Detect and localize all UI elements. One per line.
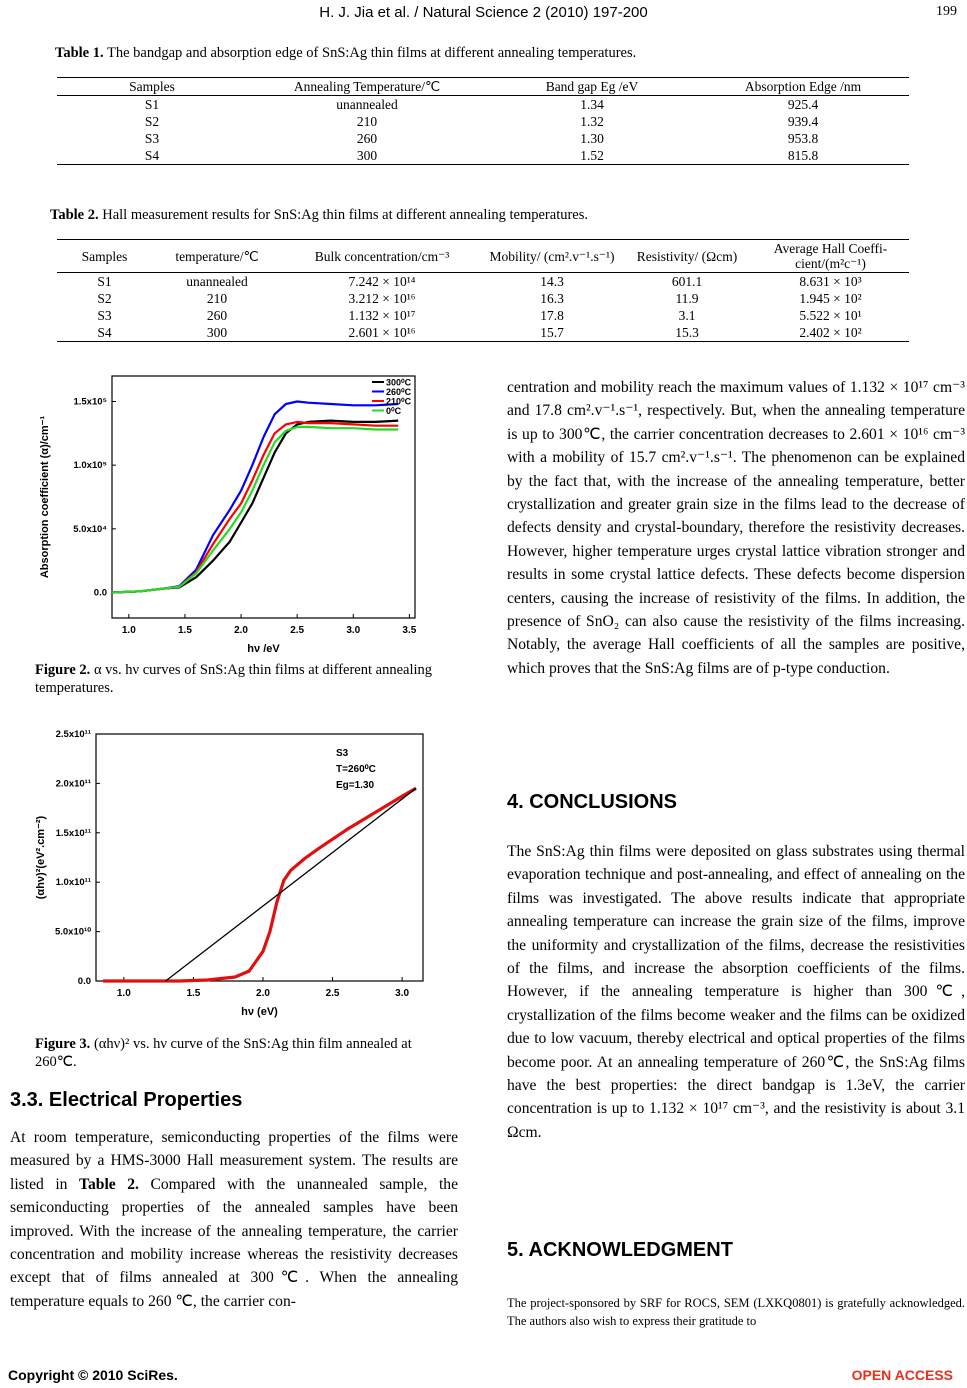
table-cell: 5.522 × 10¹ [799,308,862,323]
table-cell: 3.1 [678,308,696,323]
table2 [57,239,909,342]
table-cell: 1.945 × 10² [799,291,862,306]
x-tick-label: 1.5 [177,625,192,636]
table-cell: 925.4 [787,97,819,112]
x-tick-label: 1.5 [186,988,201,999]
table-cell: 260 [356,131,378,146]
legend-label: 260⁰C [386,387,412,397]
table1-header-cell: Annealing Temperature/℃ [293,79,441,94]
x-tick-label: 1.0 [121,625,136,636]
figure2-caption [35,661,455,697]
table2-header-row [57,240,909,273]
table-cell: 601.1 [671,274,703,289]
right-column-paragraph-1 [507,376,965,680]
figure2-label: Figure 2. [35,662,91,678]
table-cell: unannealed [336,97,398,112]
figure2-caption-text: α vs. hν curves of SnS:Ag thin films at different annealing temperatures. [35,662,433,696]
y-tick-label: 2.5x10¹¹ [55,729,91,740]
table2-header-cell: Resistivity/ (Ωcm) [636,248,738,264]
x-tick-label: 3.0 [395,988,410,999]
table-cell: 210 [206,291,228,306]
table2-caption [50,206,588,224]
y-tick-label: 1.5x10⁵ [73,396,107,408]
figure3-label: Figure 3. [35,1036,91,1052]
figure3-chart [28,718,438,1028]
open-access-badge: OPEN ACCESS [851,1367,953,1383]
x-tick-label: 3.5 [402,625,417,636]
series-line [166,788,416,981]
x-tick-label: 2.0 [256,988,270,999]
table-cell: 300 [356,148,378,163]
table-row [57,147,909,165]
series-line [112,421,398,593]
x-axis-label: hν (eV) [241,1006,278,1018]
table-cell: S2 [144,114,160,129]
table-row [57,290,909,307]
y-tick-label: 2.0x10¹¹ [55,778,91,790]
table-cell: S3 [97,308,112,323]
figure3-annotation: S3 [336,748,349,759]
copyright-footer: Copyright © 2010 SciRes. [8,1367,178,1383]
table-row [57,96,909,114]
table-row [57,307,909,324]
figure2-chart [30,368,440,658]
table1-header-cell: Samples [129,79,175,94]
page-number: 199 [936,4,957,19]
y-tick-label: 1.0x10⁵ [73,460,107,472]
table1-header-row [57,78,909,96]
y-tick-label: 5.0x10⁴ [73,523,107,535]
table-cell: S4 [144,148,160,163]
x-tick-label: 2.5 [325,988,340,999]
table2-header-cell: Samples [81,248,128,264]
y-tick-label: 0.0 [77,976,91,987]
table2-header-cell: Mobility/ (cm².v⁻¹.s⁻¹) [489,248,615,264]
table-cell: S1 [144,97,160,112]
table-cell: 11.9 [675,291,699,306]
results-paragraph: centration and mobility reach the maximum values of 1.132 × 10¹⁷ cm⁻³ and 17.8 cm².v⁻¹.s⁻¹, respectively. But, when the annealing temperature is up to 300℃, the carrier concentration decreases to 2.601 × 10¹⁶ cm⁻³ with a mobility of 15.7 cm².v⁻¹.s⁻¹. The phenomenon can be explained by the fact that, with the increase of the annealing temperature, better crystallization and greater grain size in the films lead to the decrease of defects density and crystal-boundary, therefore the resistivity decreases. However, higher temperature urges crystal lattice vibration stronger and results in some crystal lattice defects. These defects become dispersion centers, causing the increase of resistivity of the films. In addition, the presence of SnO₂ can also cause the resistivity of the films increasing. Notably, the average Hall coefficients of all the samples are positive, which proves that the SnS:Ag films are of p-type conduction. [507,379,965,677]
legend-label: 0⁰C [386,406,402,416]
table1-caption [55,44,636,62]
table-cell: 953.8 [787,131,819,146]
table2-header-cell: Average Hall Coeffi- cient/(m²c⁻¹) [773,241,888,271]
section-title-conclusions: 4. CONCLUSIONS [507,791,678,813]
figure3-annotation: T=260⁰C [336,764,376,775]
section-title-3-3: 3.3. Electrical Properties [10,1089,243,1111]
table-cell: S2 [97,291,112,306]
series-line [112,427,398,593]
table1-header-cell: Band gap Eg /eV [545,79,639,94]
y-tick-label: 1.0x10¹¹ [55,877,91,889]
x-tick-label: 2.0 [234,625,249,636]
table-row [57,324,909,342]
table2-header-cell: temperature/℃ [175,248,259,264]
table-row [57,130,909,147]
table-cell: 16.3 [540,291,564,306]
x-axis-label: hν /eV [247,643,280,655]
running-header: H. J. Jia et al. / Natural Science 2 (2010) 197-200 [319,4,648,21]
table-cell: 3.212 × 10¹⁶ [348,291,416,306]
table-cell: 210 [356,114,378,129]
table-cell: 300 [206,325,228,340]
legend-label: 210⁰C [386,396,412,407]
table1-body [57,96,909,165]
table-cell: 1.52 [580,148,604,163]
table-cell: 15.3 [675,325,699,340]
table-cell: unannealed [186,274,248,289]
acknowledgment-paragraph: The project-sponsored by SRF for ROCS, SEM (LXKQ0801) is gratefully acknowledged. The authors also wish to express their gratitude to [507,1296,965,1328]
table1-caption-text: The bandgap and absorption edge of SnS:Ag thin films at different annealing temperatures. [103,45,637,61]
y-tick-label: 5.0x10¹⁰ [54,926,91,938]
table-row [57,113,909,130]
figure3-annotation: Eg=1.30 [336,780,375,791]
table2-reference: Table 2. [79,1175,139,1193]
figure3-caption-text: (αhν)² vs. hν curve of the SnS:Ag thin film annealed at 260℃. [35,1036,412,1070]
plot-frame [112,376,415,618]
table-cell: S4 [97,325,112,340]
table2-header-cell: Bulk concentration/cm⁻³ [314,248,450,264]
table-cell: 815.8 [787,148,819,163]
table-row [57,273,909,291]
section33-text-b: Compared with the unannealed sample, the semiconducting properties of the annealed samples have been improved. With the increase of the annealing temperature, the carrier concentration and mobility increase whereas the resistivity decreases except that of films annealed at 300℃. When the annealing temperature equals to 260 ℃, the carrier con- [10,1175,459,1310]
table-cell: 1.132 × 10¹⁷ [348,308,416,323]
table-cell: S1 [97,274,112,289]
table-cell: 1.30 [580,131,604,146]
x-tick-label: 2.5 [290,625,305,636]
legend-label: 300⁰C [386,377,412,388]
table-cell: 14.3 [540,274,564,289]
y-tick-label: 1.5x10¹¹ [55,827,91,839]
series-line [112,422,398,593]
table-cell: 1.34 [580,97,604,112]
table-cell: 17.8 [540,308,564,323]
table-cell: 260 [206,308,228,323]
table-cell: 8.631 × 10³ [799,274,862,289]
x-tick-label: 3.0 [346,625,361,636]
series-line [103,788,416,981]
y-axis-label: Absorption coefficient (α)/cm⁻¹ [39,415,51,579]
table-cell: 1.32 [580,114,604,129]
figure3-caption [35,1035,455,1071]
table-cell: S3 [144,131,160,146]
table2-body [57,273,909,342]
table1-label: Table 1. [55,45,104,61]
table1-header-cell: Absorption Edge /nm [744,79,862,94]
section33-text-a: At room temperature, semiconducting properties of the films were measured by a HMS-3000 Hall measurement system. The results are listed in [10,1129,458,1193]
conclusions-paragraph: The SnS:Ag thin films were deposited on glass substrates using thermal evaporation technique and post-annealing, and effect of annealing on the films was investigated. The above results indicate that appropriate annealing temperature can increase the grain size of the films, improve the uniformity and crystallization of the films, decrease the resistivities of the films, and increase the absorption coefficients of the films. However, if the annealing temperature is higher than 300℃, crystallization of the films become weaker and the films can be oxidized due to low vacuum, thereby electrical and optical properties of the films become poor. At an annealing temperature of 260℃, the SnS:Ag films have the best properties: the direct bandgap is 1.3eV, the carrier concentration is up to 1.132 × 10¹⁷ cm⁻³, and the resistivity is about 3.1 Ωcm. [507,843,965,1141]
y-tick-label: 0.0 [93,587,107,599]
table-cell: 7.242 × 10¹⁴ [348,274,416,289]
y-axis-label: (αhν)²(eV².cm⁻²) [35,815,47,900]
table1 [57,77,909,165]
table-cell: 15.7 [540,325,564,340]
table-cell: 939.4 [787,114,819,129]
table-cell: 2.402 × 10² [799,325,862,340]
table2-caption-text: Hall measurement results for SnS:Ag thin films at different annealing temperatures. [98,207,589,223]
section33-paragraph [10,1126,458,1313]
section-title-acknowledgment: 5. ACKNOWLEDGMENT [507,1239,733,1261]
table2-label: Table 2. [50,207,99,223]
conclusions-paragraph-wrap [507,840,965,1144]
table-cell: 2.601 × 10¹⁶ [348,325,416,340]
x-tick-label: 1.0 [116,988,131,999]
